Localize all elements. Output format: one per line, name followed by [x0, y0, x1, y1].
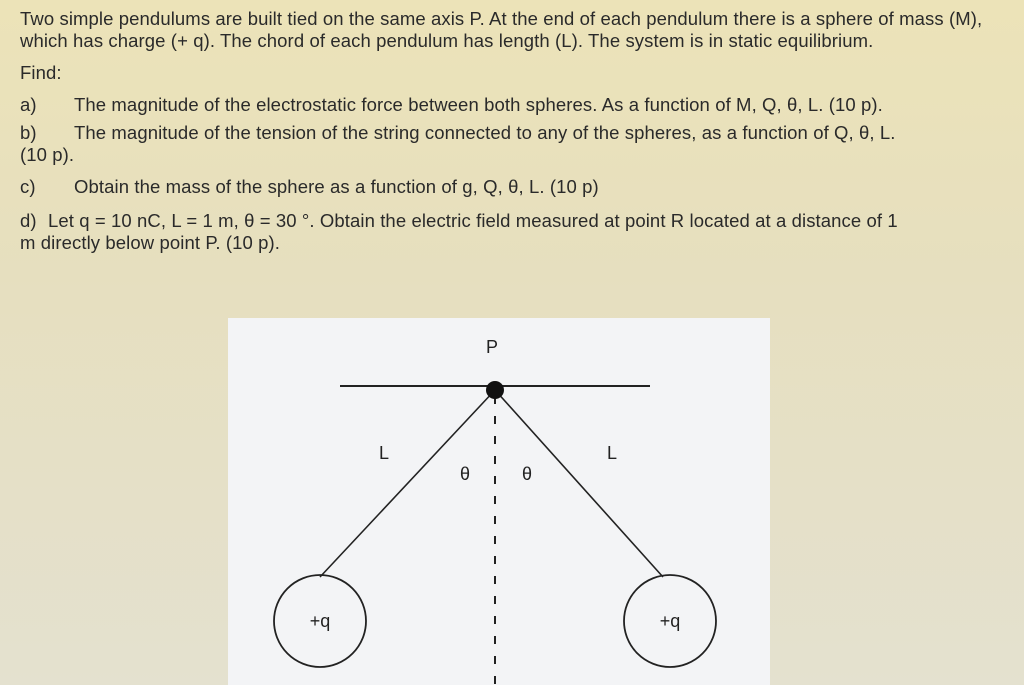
question-text-continuation: m directly below point P. (10 p).	[20, 232, 281, 253]
question-text-continuation: (10 p).	[20, 144, 75, 165]
left-angle-label: θ	[459, 464, 471, 484]
question-label: d)	[20, 210, 37, 231]
question-label: b)	[20, 122, 37, 143]
question-text: Obtain the mass of the sphere as a function of g, Q, θ, L. (10 p)	[74, 176, 599, 197]
question-text: Let q = 10 nC, L = 1 m, θ = 30 °. Obtain the electric field measured at point R located at a distance of 1	[48, 210, 898, 231]
problem-text	[20, 8, 1010, 254]
right-length-label: L	[606, 443, 618, 463]
left-charge-label: +q	[309, 611, 331, 631]
question-label: c)	[20, 176, 36, 197]
find-label: Find:	[20, 62, 62, 83]
question-label: a)	[20, 94, 37, 115]
right-string	[495, 390, 663, 577]
question-b	[20, 122, 1010, 166]
question-text: The magnitude of the tension of the string connected to any of the spheres, as a function of Q, θ, L.	[74, 122, 896, 143]
question-a	[20, 94, 1010, 116]
pendulum-diagram	[228, 318, 770, 685]
pivot-label: P	[485, 337, 499, 357]
question-text: The magnitude of the electrostatic force between both spheres. As a function of M, Q, θ, L. (10 p).	[74, 94, 883, 115]
right-charge-label: +q	[659, 611, 681, 631]
right-angle-label: θ	[521, 464, 533, 484]
question-c	[20, 176, 1010, 198]
question-d	[20, 210, 1010, 254]
problem-intro: Two simple pendulums are built tied on the same axis P. At the end of each pendulum there is a sphere of mass (M), which has charge (+ q). The chord of each pendulum has length (L). The system is in static equilibrium.	[20, 8, 983, 51]
left-length-label: L	[378, 443, 390, 463]
pivot-point	[486, 381, 504, 399]
pendulum-svg	[228, 318, 770, 685]
